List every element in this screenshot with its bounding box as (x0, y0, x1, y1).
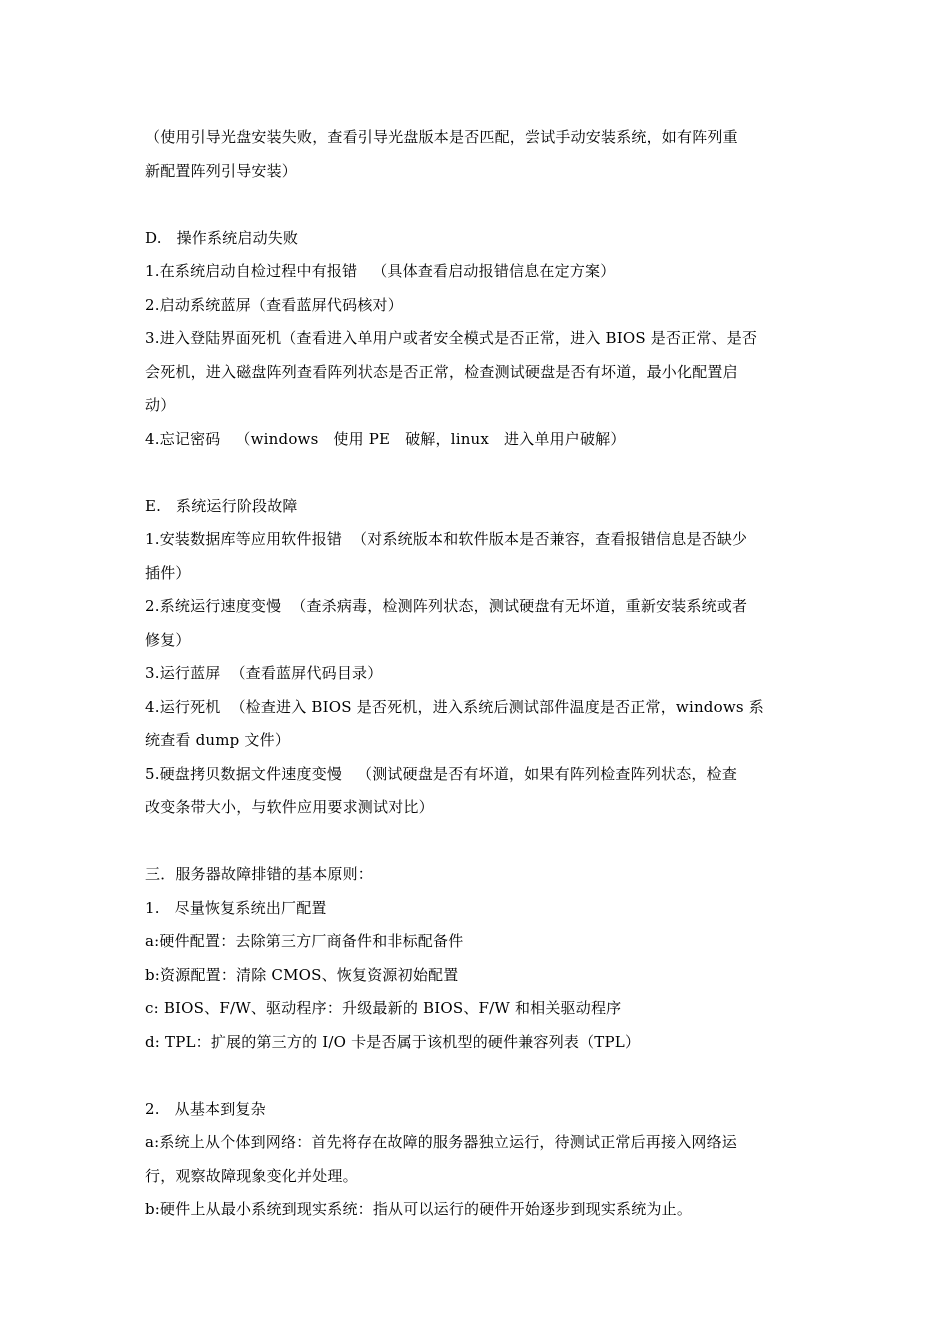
list-item: 3.进入登陆界面死机（查看进入单用户或者安全模式是否正常，进入 BIOS 是否正常、是否 (145, 329, 758, 347)
list-item: 2.启动系统蓝屏（查看蓝屏代码核对） (145, 295, 403, 314)
document-body (145, 121, 810, 1227)
blank-line (145, 188, 810, 222)
list-item: a:系统上从个体到网络：首先将存在故障的服务器独立运行，待测试正常后再接入网络运 (145, 1133, 738, 1151)
blank-line (145, 1059, 810, 1093)
list-item: c: BIOS、F/W、驱动程序：升级最新的 BIOS、F/W 和相关驱动程序 (145, 999, 622, 1017)
list-item: a:硬件配置：去除第三方厂商备件和非标配备件 (145, 932, 464, 950)
list-item: b:资源配置：清除 CMOS、恢复资源初始配置 (145, 965, 459, 984)
text-line: 行，观察故障现象变化并处理。 (145, 1166, 358, 1185)
section-heading-3: 三．服务器故障排错的基本原则： (145, 865, 374, 883)
section-heading-e: E. 系统运行阶段故障 (145, 496, 298, 515)
list-item: b:硬件上从最小系统到现实系统：指从可以运行的硬件开始逐步到现实系统为止。 (145, 1200, 693, 1218)
blank-line (145, 825, 810, 859)
section-heading-d: D. 操作系统启动失败 (145, 228, 299, 247)
text-line: 会死机，进入磁盘阵列查看阵列状态是否正常，检查测试硬盘是否有坏道，最小化配置启 (145, 362, 738, 381)
blank-line (145, 456, 810, 490)
text-line: 改变条带大小，与软件应用要求测试对比） (145, 798, 434, 816)
text-line: 新配置阵列引导安装） (145, 161, 298, 180)
list-item: 2.系统运行速度变慢 （查杀病毒，检测阵列状态，测试硬盘有无坏道，重新安装系统或者 (145, 597, 748, 615)
text-line: 修复） (145, 630, 191, 649)
subsection-heading: 1. 尽量恢复系统出厂配置 (145, 898, 327, 917)
subsection-heading: 2. 从基本到复杂 (145, 1099, 266, 1118)
list-item: 1.在系统启动自检过程中有报错 （具体查看启动报错信息在定方案） (145, 262, 616, 280)
list-item: d: TPL：扩展的第三方的 I/O 卡是否属于该机型的硬件兼容列表（TPL） (145, 1032, 641, 1051)
text-line: 动） (145, 396, 176, 414)
text-line: 统查看 dump 文件） (145, 731, 291, 749)
list-item: 1.安装数据库等应用软件报错 （对系统版本和软件版本是否兼容，查看报错信息是否缺少 (145, 530, 748, 548)
list-item: 4.忘记密码 （windows 使用 PE 破解，linux 进入单用户破解） (145, 429, 626, 448)
list-item: 3.运行蓝屏 （查看蓝屏代码目录） (145, 664, 383, 682)
list-item: 5.硬盘拷贝数据文件速度变慢 （测试硬盘是否有坏道，如果有阵列检查阵列状态，检查 (145, 764, 738, 783)
text-line: （使用引导光盘安装失败，查看引导光盘版本是否匹配，尝试手动安装系统，如有阵列重 (145, 128, 738, 146)
list-item: 4.运行死机 （检查进入 BIOS 是否死机，进入系统后测试部件温度是否正常，windows 系 (145, 697, 764, 716)
text-line: 插件） (145, 563, 191, 582)
